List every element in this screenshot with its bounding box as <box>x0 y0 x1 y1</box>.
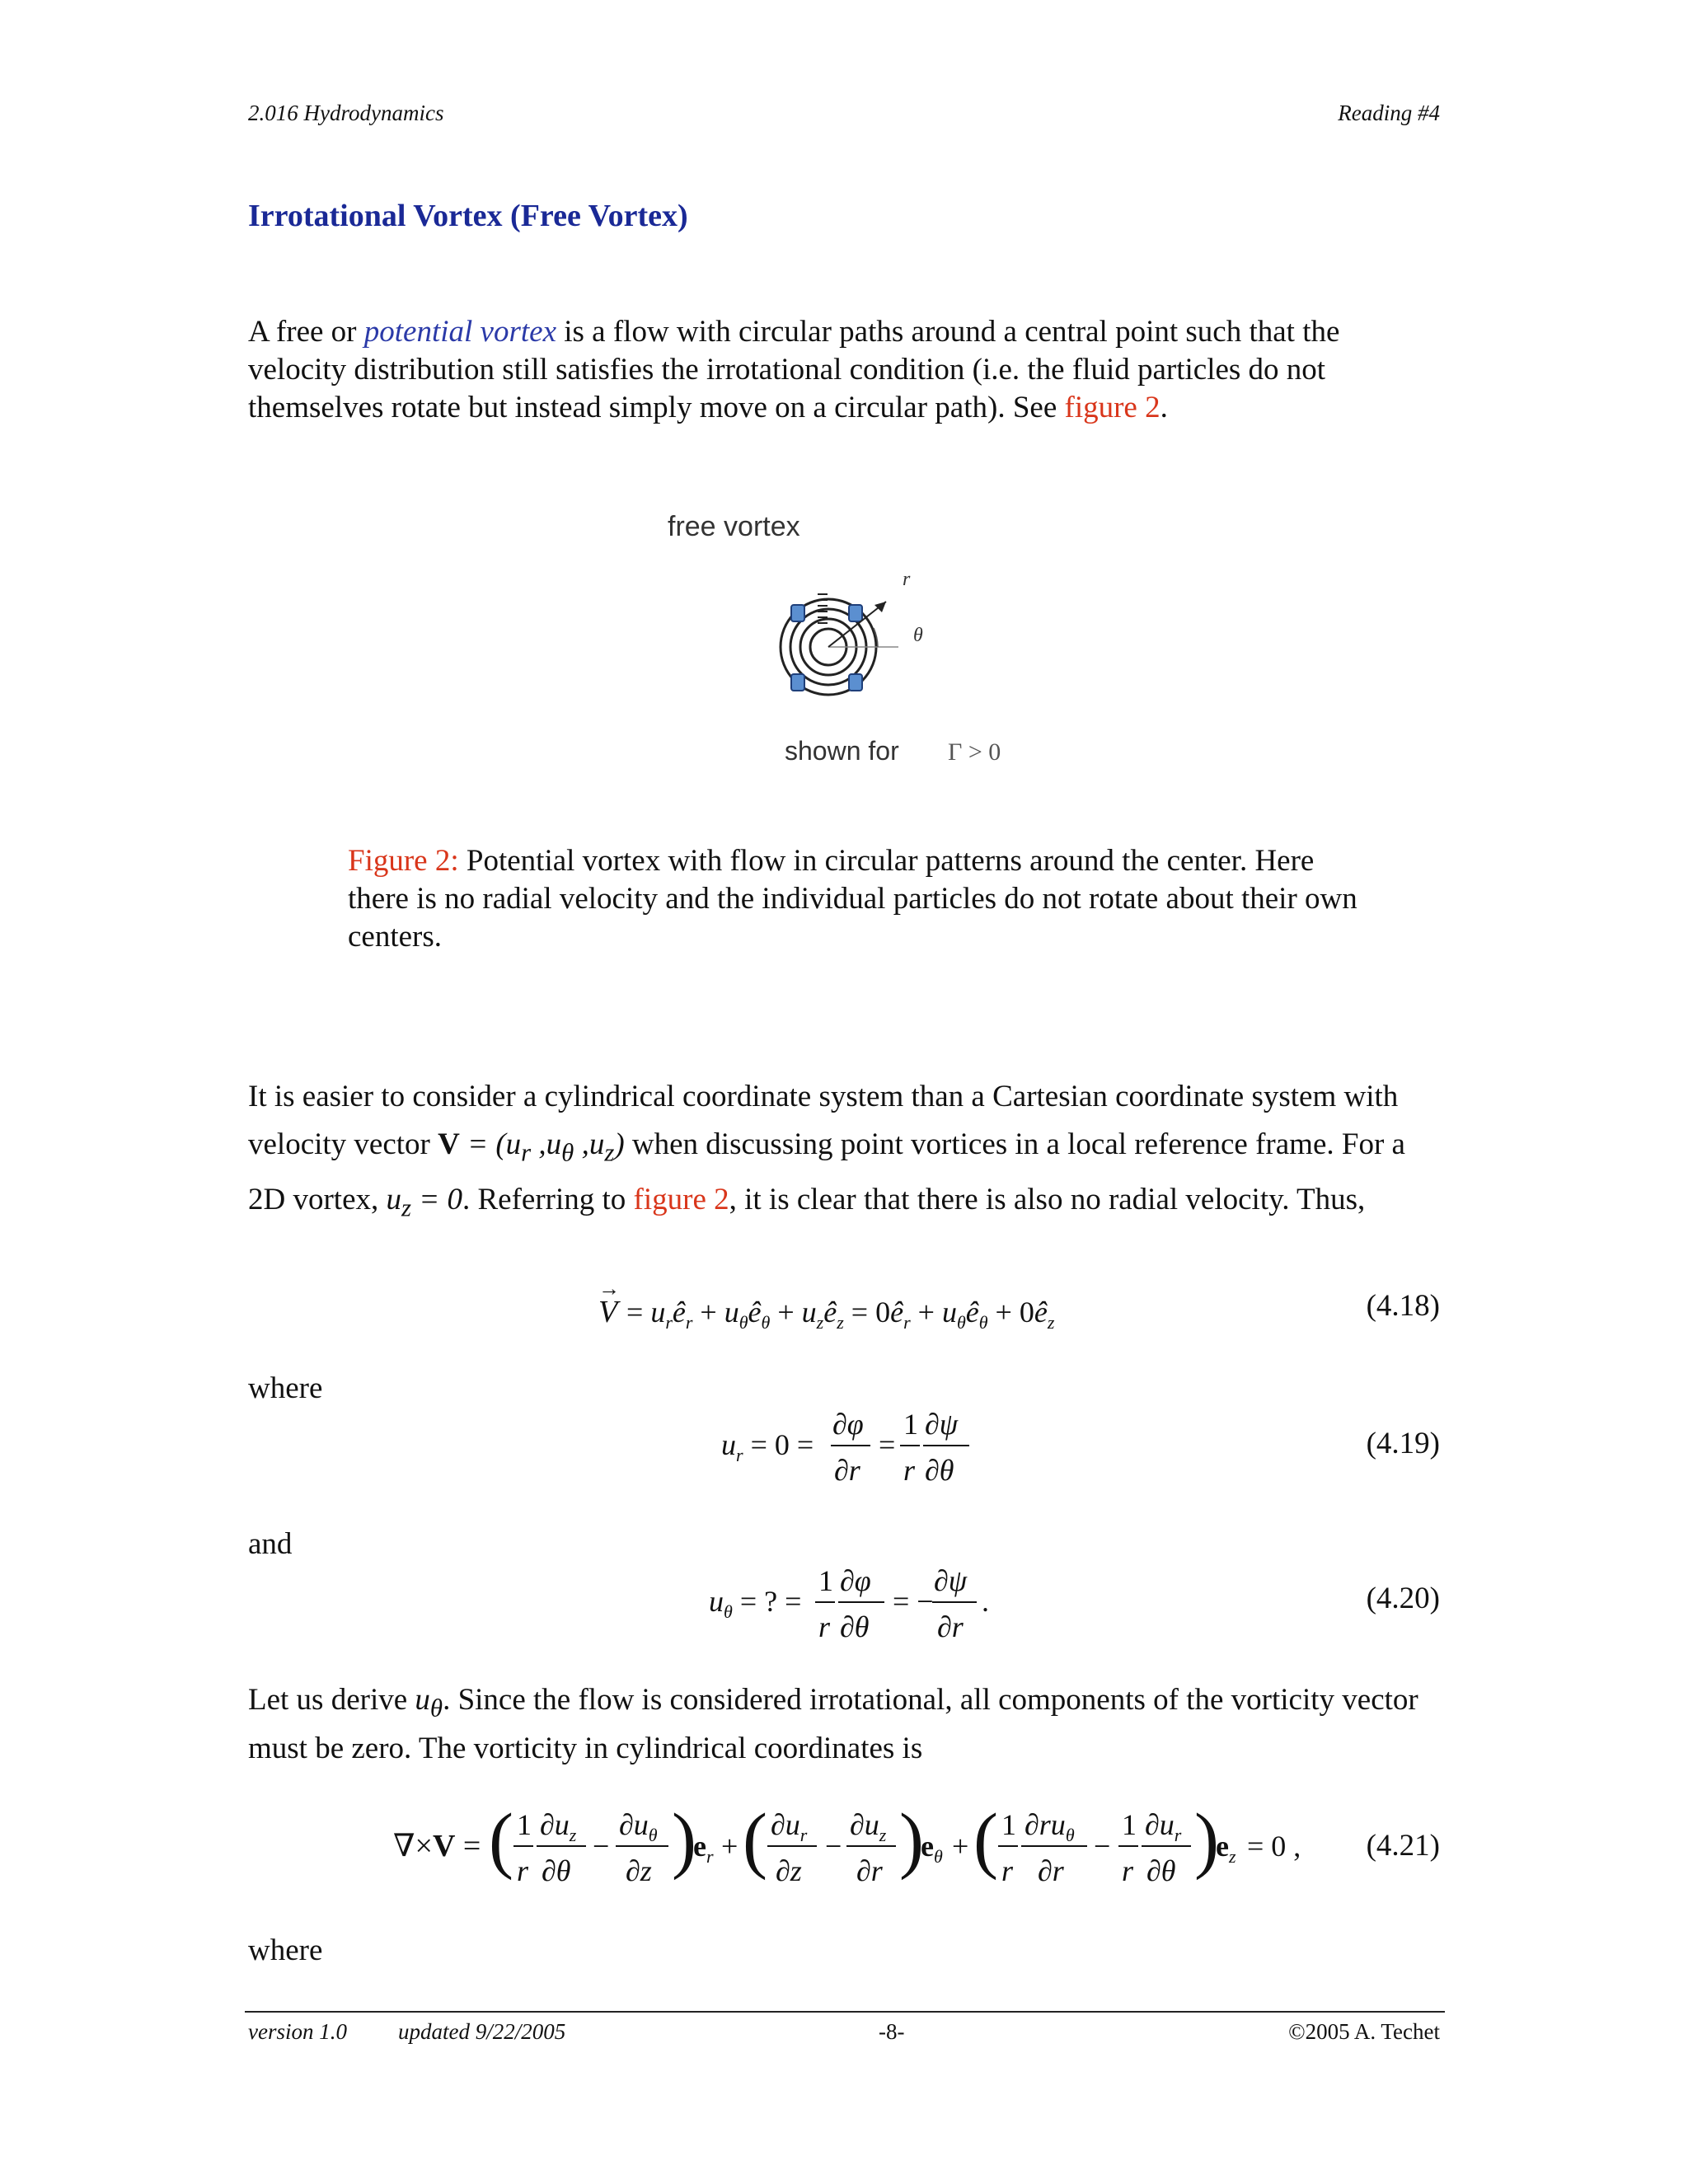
figure-2-link-2[interactable]: figure 2 <box>633 1183 729 1217</box>
section-title: Irrotational Vortex (Free Vortex) <box>248 199 688 233</box>
svg-text:∂uz: $\partial u_z$ <box>540 1808 577 1845</box>
particle-bottom-left <box>791 674 804 691</box>
svg-text:∂φ: ∂φ <box>832 1408 864 1441</box>
svg-text:∂φ: ∂φ <box>840 1564 871 1597</box>
svg-text:∂θ: ∂θ <box>1146 1854 1176 1887</box>
gamma-condition: Γ > 0 <box>948 738 1001 766</box>
svg-text:+: + <box>721 1830 738 1863</box>
velocity-definition: = ($u_r$ $,u_\theta$ $,u_z$) <box>459 1127 625 1167</box>
svg-text:∂ur: $\partial u_r$ <box>771 1808 808 1845</box>
p3-text-1: Let us derive <box>248 1683 415 1717</box>
intro-paragraph <box>248 313 1443 427</box>
svg-text:∇×V =: ∇×V = <box>393 1829 481 1863</box>
svg-text:=: = <box>879 1428 896 1461</box>
svg-text:V: V <box>598 1295 618 1329</box>
svg-text:→: → <box>598 1277 620 1301</box>
particle-top-right <box>849 605 862 621</box>
footer-rule <box>245 2011 1445 2013</box>
svg-text:∂ur: $\partial u_r$ <box>1145 1808 1182 1845</box>
svg-text:r: r <box>1122 1854 1134 1887</box>
svg-text:): ) <box>899 1799 924 1881</box>
svg-text:1: 1 <box>1122 1808 1137 1841</box>
svg-text:.: . <box>982 1585 989 1618</box>
svg-text:∂z: ∂z <box>776 1854 802 1887</box>
intro-text-1: A free or <box>248 315 364 349</box>
p2-text-3: . Referring to <box>462 1183 634 1217</box>
potential-vortex-link[interactable]: potential vortex <box>363 315 556 349</box>
uz-zero: $u_z = 0$ <box>386 1183 462 1222</box>
eq-4-20-number: (4.20) <box>1366 1582 1440 1615</box>
svg-text:eθ: $e_\theta$ <box>921 1830 943 1867</box>
svg-text:∂r: ∂r <box>937 1610 964 1643</box>
svg-text:∂θ: ∂θ <box>542 1854 571 1887</box>
svg-text:∂r: ∂r <box>1038 1854 1064 1887</box>
svg-text:= −: = − <box>893 1585 934 1618</box>
particle-top-left <box>791 605 804 621</box>
p3-text-2: . Since the flow is considered irrotational, all components of the vorticity vector must be zero. The vorticity in cylindrical coordinates is <box>248 1683 1418 1766</box>
intro-text-3: . <box>1160 391 1168 424</box>
header-course: 2.016 Hydrodynamics <box>248 101 444 125</box>
svg-text:r: r <box>903 1454 916 1487</box>
footer-version: version 1.0 <box>248 2019 347 2044</box>
intro-text-2: is a flow with circular paths around a central point such that the velocity distribution still satisfies the irrotational condition (i.e. the fluid particles do not themselves rotate but instead simply move on a circular path). See <box>248 315 1340 424</box>
svg-text:∂θ: ∂θ <box>925 1454 954 1487</box>
svg-text:er: $e_r$ <box>693 1830 714 1867</box>
svg-text:(: ( <box>489 1799 513 1881</box>
p2-text-2: when discussing point vortices in a local reference frame. For a 2D vortex, <box>248 1127 1405 1217</box>
svg-text:∂r: ∂r <box>834 1454 860 1487</box>
label-where-1: where <box>248 1371 323 1405</box>
svg-text:1: 1 <box>903 1408 918 1441</box>
svg-text:−: − <box>1094 1830 1111 1863</box>
particle-bottom-right <box>849 674 862 691</box>
svg-text:(: ( <box>743 1799 767 1881</box>
svg-text:1: 1 <box>1001 1808 1016 1841</box>
cylindrical-paragraph <box>248 1073 1443 1232</box>
svg-text:−: − <box>593 1830 610 1863</box>
svg-text:= 0 ,: = 0 , <box>1247 1830 1301 1863</box>
eq-4-18-number: (4.18) <box>1366 1289 1440 1323</box>
figure-2-link[interactable]: figure 2 <box>1064 391 1160 424</box>
header-reading: Reading #4 <box>1338 101 1440 125</box>
svg-text:−: − <box>825 1830 842 1863</box>
svg-text:): ) <box>1194 1799 1219 1881</box>
svg-text:ur = 0 =: $u_r = 0$ = <box>721 1428 814 1465</box>
eq-4-19-number: (4.19) <box>1366 1427 1440 1460</box>
theta-label: θ <box>913 625 923 646</box>
eq-4-21-number: (4.21) <box>1366 1829 1440 1863</box>
p2-text-1: It is easier to consider a cylindrical coordinate system than a Cartesian coordinate system with velocity vector <box>248 1080 1399 1161</box>
label-and: and <box>248 1527 293 1561</box>
footer-page-number: -8- <box>879 2019 905 2044</box>
svg-text:ez: $e_z$ <box>1216 1830 1236 1867</box>
equation-4-20 <box>705 1558 1018 1648</box>
svg-text:(: ( <box>973 1799 998 1881</box>
svg-text:r: r <box>818 1610 831 1643</box>
figure-title: free vortex <box>668 511 800 542</box>
equation-4-19 <box>717 1401 981 1492</box>
label-where-2: where <box>248 1933 323 1967</box>
svg-text:∂θ: ∂θ <box>840 1610 870 1643</box>
svg-text:r: r <box>517 1854 529 1887</box>
figure-caption <box>348 842 1378 956</box>
equation-4-21 <box>392 1797 1315 1896</box>
svg-text:∂ruθ: $\partial ru_\theta$ <box>1025 1808 1075 1845</box>
p2-text-4: , it is clear that there is also no radial velocity. Thus, <box>729 1183 1366 1217</box>
svg-text:+: + <box>952 1830 969 1863</box>
r-label: r <box>903 569 911 590</box>
svg-text:1: 1 <box>818 1564 833 1597</box>
free-vortex-figure <box>602 503 1063 783</box>
svg-text:): ) <box>672 1799 696 1881</box>
svg-text:∂uz: $\partial u_z$ <box>850 1808 887 1845</box>
velocity-vector-symbol: V <box>438 1127 460 1161</box>
svg-text:∂ψ: ∂ψ <box>925 1408 959 1441</box>
svg-text:= urêr + uθêθ + uzêz = 0êr + u: = $u_rê_r$ + $u_\theta ê_\theta$ + $u_zê_z$ = $0ê_r$ + $u_\theta ê_\theta$ + $0ê_z$ <box>626 1296 1055 1333</box>
u-theta-symbol: $u_\theta$ <box>415 1683 443 1722</box>
svg-text:∂ψ: ∂ψ <box>934 1564 968 1597</box>
equation-4-18 <box>593 1277 1170 1335</box>
radius-arrow <box>874 602 886 612</box>
caption-text: Potential vortex with flow in circular patterns around the center. Here there is no radial velocity and the individual particles do not rotate about their own centers. <box>348 844 1357 954</box>
caption-label: Figure 2: <box>348 844 459 878</box>
derive-paragraph <box>248 1680 1443 1769</box>
svg-text:1: 1 <box>517 1808 532 1841</box>
svg-text:uθ = ? =: $u_\theta$ = ? = <box>709 1585 802 1622</box>
svg-text:r: r <box>1001 1854 1014 1887</box>
svg-text:∂uθ: $\partial u_\theta$ <box>619 1808 658 1845</box>
svg-text:∂z: ∂z <box>626 1854 652 1887</box>
footer-updated: updated 9/22/2005 <box>398 2019 566 2044</box>
shown-for-label: shown for <box>785 736 899 766</box>
svg-text:∂r: ∂r <box>856 1854 883 1887</box>
footer-copyright: ©2005 A. Techet <box>1288 2019 1440 2044</box>
